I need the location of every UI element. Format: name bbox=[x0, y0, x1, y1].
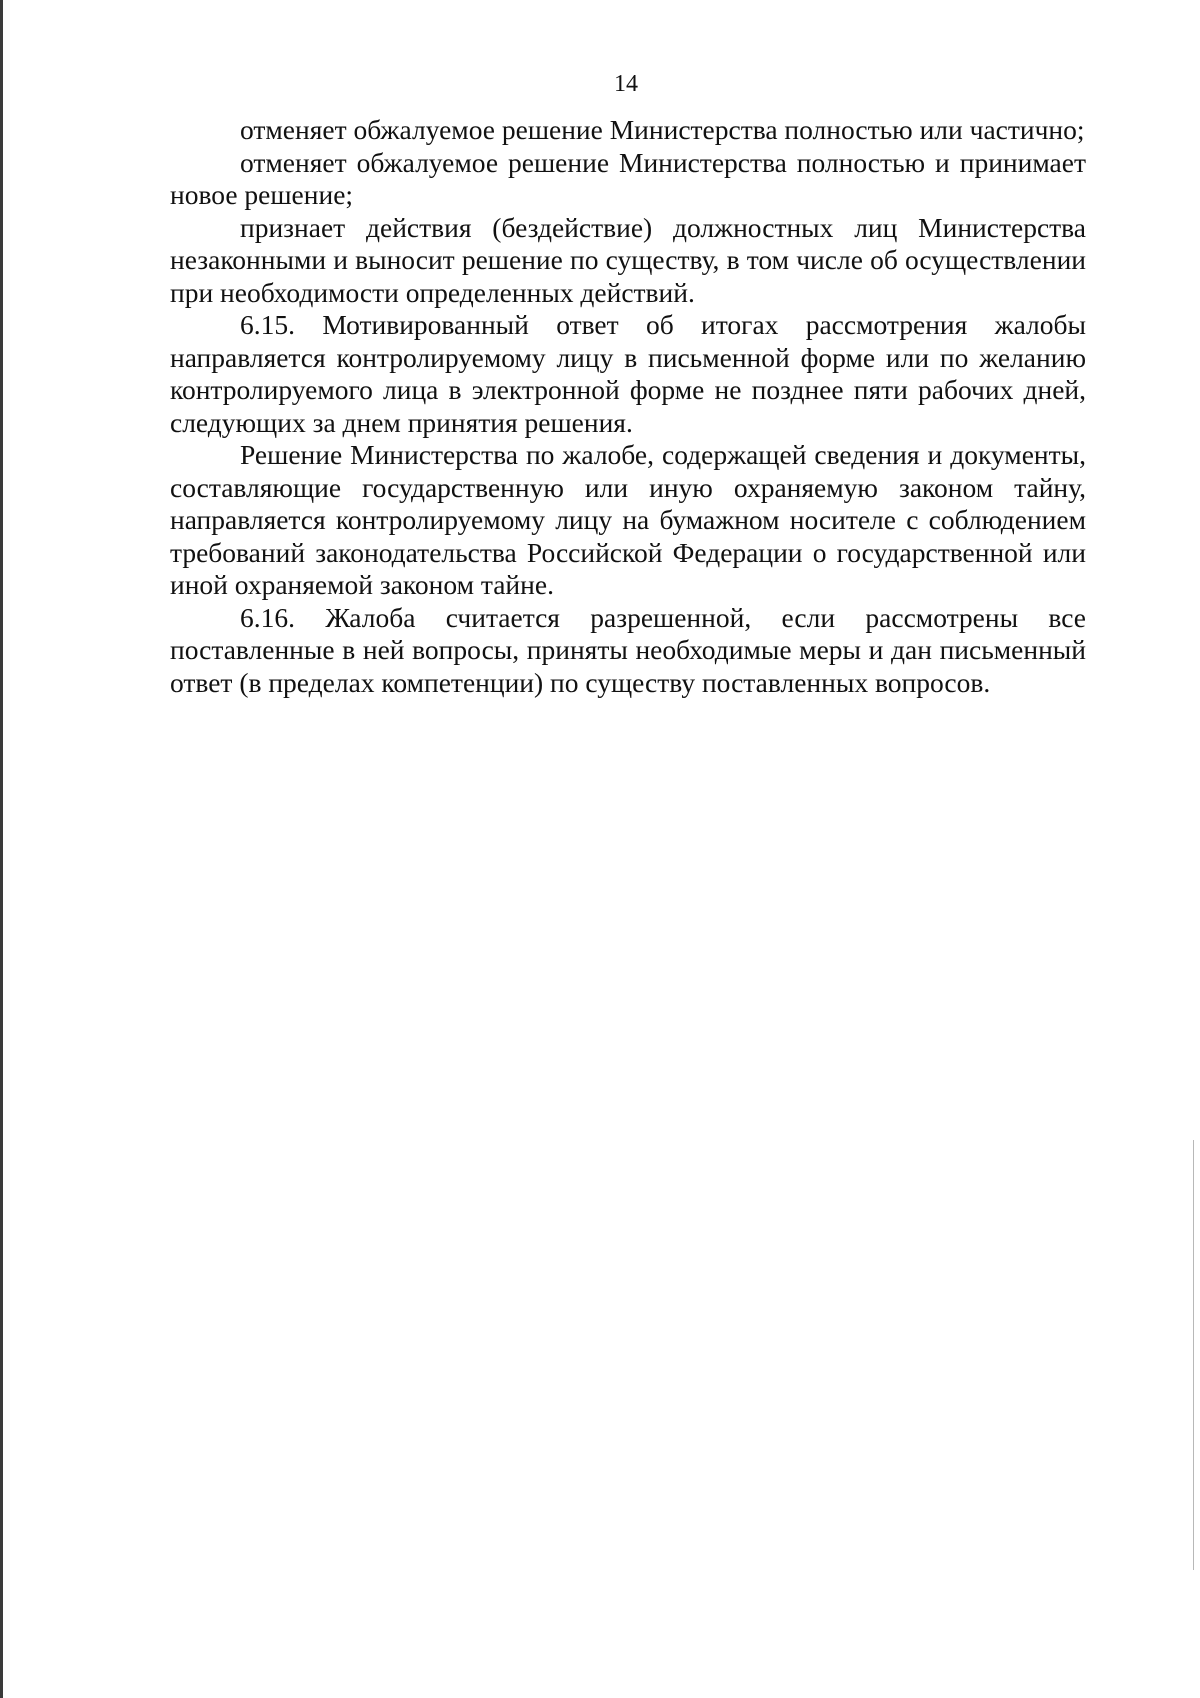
paragraph-cancel-partially: отменяет обжалуемое решение Министерства полностью или частично; bbox=[240, 114, 1085, 145]
paragraph-cancel-new-decision: отменяет обжалуемое решение Министерства полностью и принимает новое решение; bbox=[170, 146, 1086, 210]
paragraph-6-16: 6.16. Жалоба считается разрешенной, если рассмотрены все поставленные в ней вопросы, приняты необходимые меры и дан письменный ответ (в пределах компетенции) по существу поставленных вопросов. bbox=[170, 601, 1086, 698]
paragraph-6-15: 6.15. Мотивированный ответ об итогах рассмотрения жалобы направляется контролируемому лицу в письменной форме или по желанию контролируемого лица в электронной форме не позднее пяти рабочих дней, следующих за днем принятия решения. bbox=[170, 309, 1086, 438]
paragraph-recognize-unlawful: признает действия (бездействие) должностных лиц Министерства незаконными и выносит решение по существу, в том числе об осуществлении при необходимости определенных действий. bbox=[170, 211, 1086, 308]
scan-edge-left bbox=[0, 0, 3, 1698]
paragraph-secret-decision: Решение Министерства по жалобе, содержащей сведения и документы, составляющие государственную или иную охраняемую законом тайну, направляется контролируемому лицу на бумажном носителе с соблюдением требований законодательства Российской Федерации о государственной или иной охраняемой законом тайне. bbox=[170, 439, 1086, 600]
document-body bbox=[170, 114, 1086, 699]
page-number: 14 bbox=[614, 71, 638, 97]
scan-edge-right bbox=[1193, 1140, 1194, 1570]
